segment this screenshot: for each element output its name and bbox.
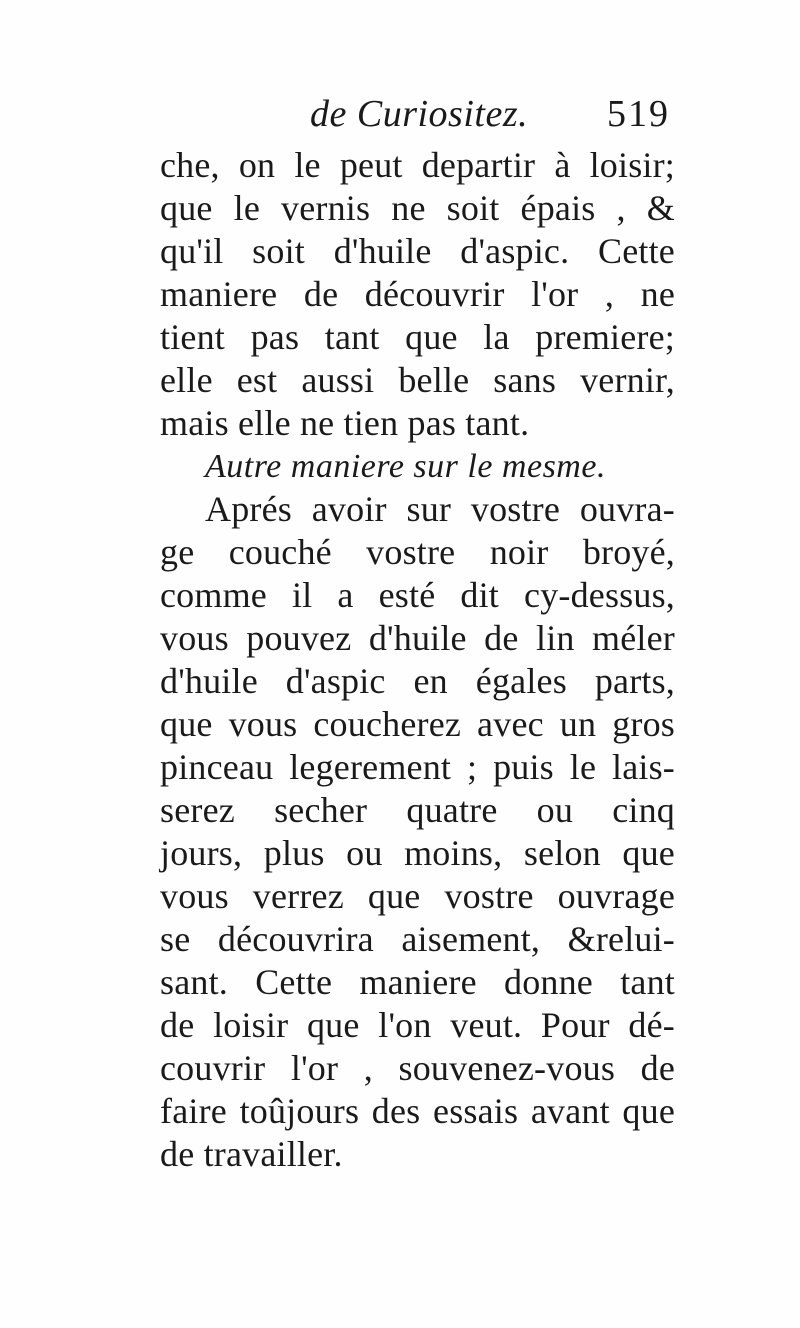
text-line: de travailler. <box>160 1134 343 1174</box>
text-line: que vous coucherez avec un gros <box>160 704 675 744</box>
text-line: que le vernis ne soit épais , & <box>160 188 675 228</box>
text-line: jours, plus ou moins, selon que <box>160 833 675 873</box>
running-title: de Curiositez. <box>310 93 529 135</box>
text-line: qu'il soit d'huile d'aspic. Cette <box>160 231 675 271</box>
text-line: de loisir que l'on veut. Pour dé- <box>160 1005 675 1045</box>
text-line: faire toûjours des essais avant que <box>160 1091 675 1131</box>
text-line: pinceau legerement ; puis le lais- <box>160 747 675 787</box>
text-line: elle est aussi belle sans vernir, <box>160 360 675 400</box>
text-block <box>160 144 675 1176</box>
page-number: 519 <box>607 93 670 135</box>
text-line: se découvrira aisement, &relui- <box>160 919 675 959</box>
running-head <box>160 92 680 142</box>
text-line: Aprés avoir sur vostre ouvra- <box>205 489 675 529</box>
text-line: vous pouvez d'huile de lin méler <box>160 618 675 658</box>
text-line: couvrir l'or , souvenez-vous de <box>160 1048 675 1088</box>
text-line: ge couché vostre noir broyé, <box>160 532 675 572</box>
text-line: mais elle ne tien pas tant. <box>160 403 530 443</box>
text-line: maniere de découvrir l'or , ne <box>160 274 675 314</box>
text-line: comme il a esté dit cy-dessus, <box>160 575 675 615</box>
text-line: sant. Cette maniere donne tant <box>160 962 675 1002</box>
text-line: che, on le peut departir à loisir; <box>160 145 675 185</box>
text-line: vous verrez que vostre ouvrage <box>160 876 675 916</box>
text-line: tient pas tant que la premiere; <box>160 317 675 357</box>
text-line: d'huile d'aspic en égales parts, <box>160 661 675 701</box>
text-line: serez secher quatre ou cinq <box>160 790 675 830</box>
section-heading: Autre maniere sur le mesme. <box>205 448 606 485</box>
